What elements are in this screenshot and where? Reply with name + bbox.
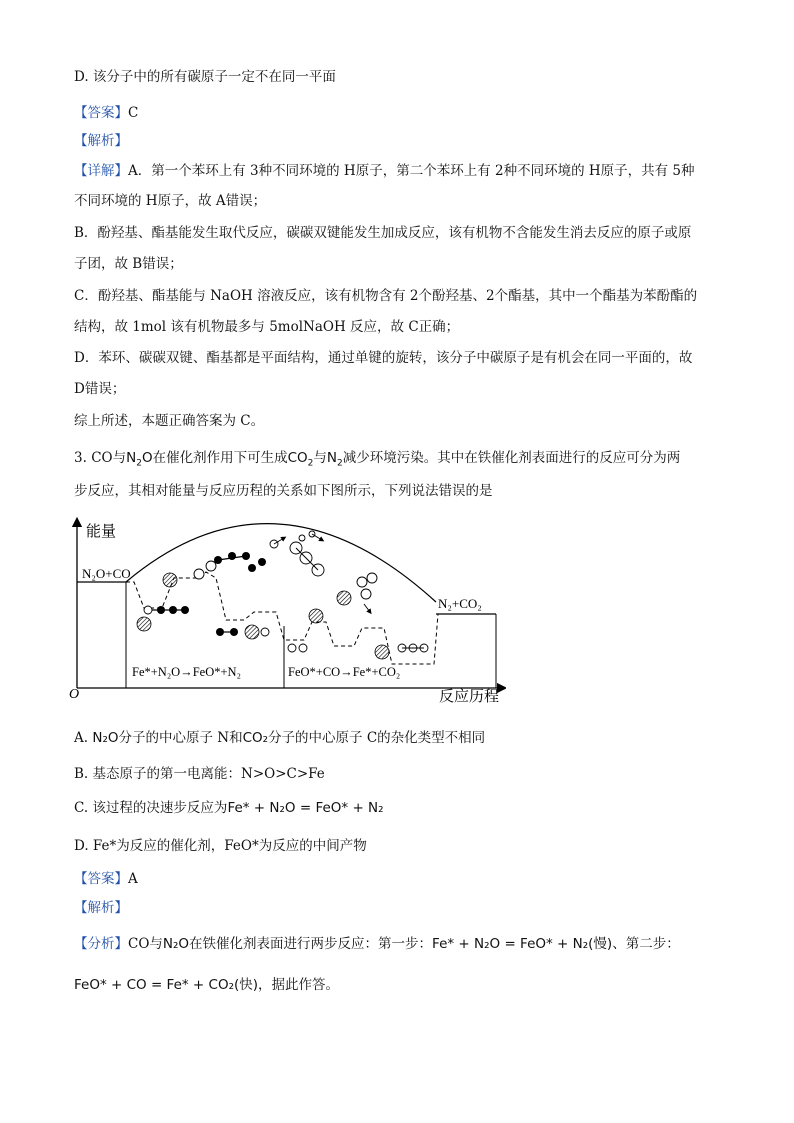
q2-answer-line xyxy=(74,104,138,122)
detail-b-line1: B．酚羟基、酯基能发生取代反应，碳碳双键能发生加成反应，该有机物不含能发生消去反应的原子或原 xyxy=(74,225,692,241)
fenxi-tag: 【分析】 xyxy=(74,936,128,952)
detail-a-line2: 不同环境的 H原子，故 A错误； xyxy=(74,193,267,209)
fe-surface-atom xyxy=(163,573,177,587)
detail-d-line2: D错误； xyxy=(74,381,126,397)
analysis-tag: 【解析】 xyxy=(74,900,128,916)
fe-surface-atom xyxy=(309,609,323,623)
c-atom xyxy=(248,564,256,572)
o-atom xyxy=(357,577,367,587)
analysis-tag: 【解析】 xyxy=(74,133,128,149)
step1-equation: Fe*+N₂O→FeO*+N₂ xyxy=(132,665,241,679)
q3-option-a: A. N₂O分子的中心原子 N和CO₂分子的中心原子 C的杂化类型不相同 xyxy=(74,730,486,746)
detail-d-line1: D．苯环、碳碳双键、酯基都是平面结构，通过单键的旋转，该分子中碳原子是有机会在同一平面的，故 xyxy=(74,350,693,366)
q3-stem-line1 xyxy=(74,449,680,467)
energy-envelope-curve xyxy=(126,524,436,602)
n-atom xyxy=(206,561,216,571)
q3-stem-line2: 步反应，其相对能量与反应历程的关系如下图所示，下列说法错误的是 xyxy=(74,483,493,499)
o-atom xyxy=(144,606,152,614)
formula-n2o: $N_2O$ xyxy=(126,450,153,469)
fe-surface-atom xyxy=(245,625,259,639)
fenxi-line2: FeO* + CO = Fe* + CO₂(快)，据此作答。 xyxy=(74,977,340,993)
stem-text: 减少环境污染。其中在铁催化剂表面进行的反应可分为两 xyxy=(342,450,681,466)
formula-co2: $CO_2$ xyxy=(287,450,314,469)
formula-n2: $N_2$ xyxy=(326,450,343,469)
stem-text: 在催化剂作用下可生成 xyxy=(152,450,288,466)
origin-label: O xyxy=(69,687,80,702)
o-atom xyxy=(261,628,269,636)
fe-surface-atom xyxy=(137,617,151,631)
formula-co2: CO₂ xyxy=(242,730,269,746)
motion-arrow xyxy=(364,604,370,612)
q3-option-d: D. Fe*为反应的催化剂，FeO*为反应的中间产物 xyxy=(74,838,367,854)
fe-surface-atom xyxy=(375,645,389,659)
detail-tag: 【详解】 xyxy=(74,163,128,179)
stem-text: 与 xyxy=(313,450,327,466)
fenxi-line1: 【分析】CO与N₂O在铁催化剂表面进行两步反应：第一步：Fe* + N₂O = FeO* + N₂(慢)、第二步： xyxy=(74,936,680,952)
q3-option-b: B. 基态原子的第一电离能：N>O>C>Fe xyxy=(74,766,325,782)
formula-n2o: N₂O xyxy=(162,936,190,952)
step2-equation: FeO*+CO→Fe*+CO₂ xyxy=(288,665,401,679)
c-atom xyxy=(258,558,266,566)
answer-value: C xyxy=(128,105,139,121)
small-atom xyxy=(299,535,305,541)
answer-tag: 【答案】 xyxy=(74,105,128,121)
detail-a-text: A．第一个苯环上有 3种不同环境的 H原子，第二个苯环上有 2种不同环境的 H原子，共有 5种 xyxy=(128,163,695,179)
bond xyxy=(296,548,318,570)
q3-option-c: C. 该过程的决速步反应为Fe* + N₂O = FeO* + N₂ xyxy=(74,800,384,816)
summary-line: 综上所述，本题正确答案为 C。 xyxy=(74,413,265,429)
stem-text: CO与 xyxy=(91,450,127,466)
right-species-label: N₂+CO₂ xyxy=(438,596,482,611)
energy-diagram xyxy=(66,516,506,706)
q2-option-d: D. 该分子中的所有碳原子一定不在同一平面 xyxy=(74,69,336,85)
answer-tag: 【答案】 xyxy=(74,871,128,887)
q3-answer-line xyxy=(74,870,138,888)
fe-surface-atom xyxy=(337,591,351,605)
y-axis-label: 能量 xyxy=(86,524,117,540)
formula-n2o: N₂O xyxy=(92,730,119,746)
equation: FeO* + CO = Fe* + CO₂(快) xyxy=(74,977,259,993)
detail-a-line1 xyxy=(74,162,695,180)
detail-c-line2: 结构，故 1mol 该有机物最多与 5molNaOH 反应，故 C正确； xyxy=(74,319,460,335)
o-atom xyxy=(361,589,371,599)
question-number: 3. xyxy=(74,450,87,466)
detail-c-line1: C．酚羟基、酯基能与 NaOH 溶液反应，该有机物含有 2个酚羟基、2个酯基，其中一个酯基为苯酚酯的 xyxy=(74,288,698,304)
equation: Fe* + N₂O = FeO* + N₂(慢) xyxy=(432,936,613,952)
o-atom xyxy=(299,644,307,652)
o-atom xyxy=(367,573,377,583)
equation: Fe* + N₂O = FeO* + N₂ xyxy=(227,800,384,816)
o-atom xyxy=(288,644,296,652)
o-atom xyxy=(194,569,204,579)
detail-b-line2: 子团，故 B错误； xyxy=(74,256,183,272)
answer-value: A xyxy=(128,871,138,887)
x-axis-label: 反应历程 xyxy=(439,689,500,705)
left-species-label: N₂O+CO xyxy=(82,566,131,581)
